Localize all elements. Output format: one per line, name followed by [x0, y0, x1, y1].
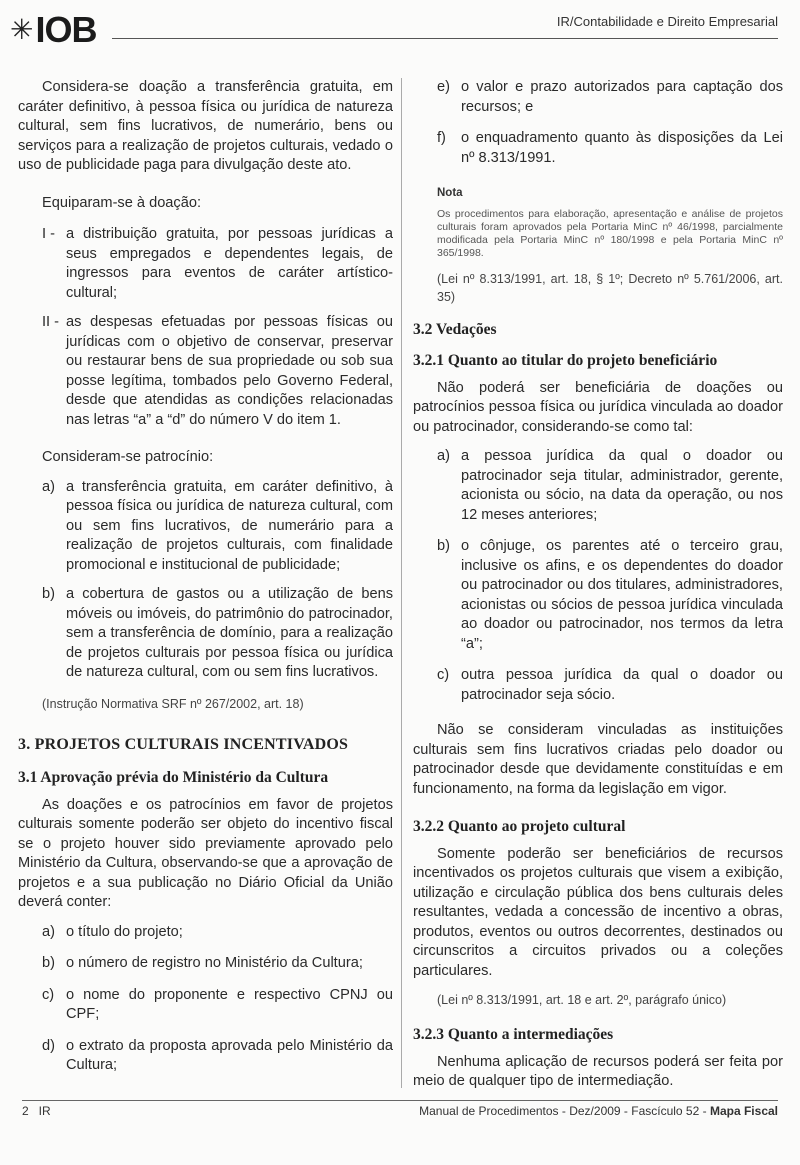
right-column — [413, 78, 783, 1092]
list-item — [42, 986, 393, 1025]
paragraph-aprovacao: As doações e os patrocínios em favor de projetos culturais somente poderão ser objeto do incentivo fiscal se o projeto houver sido previamente aprovado pelo Ministério da Cultura, observando-se que a aprovação de projetos e a sua publicação no Diário Oficial da União deverá conter: — [18, 796, 393, 910]
item-label: a) — [42, 923, 55, 940]
item-label: II - — [42, 314, 60, 330]
item-label: I - — [42, 226, 55, 242]
item-text: a transferência gratuita, em caráter definitivo, à pessoa física ou jurídica de natureza cultural, com ou sem fins lucrativos, de numerário para a realização de projetos culturais, com finalidade promocional e institucional de publicidade; — [66, 478, 393, 573]
header-title: IR/Contabilidade e Direito Empresarial — [556, 14, 778, 29]
paragraph-projeto-cultural: Somente poderão ser beneficiários de recursos incentivados os projetos culturais que visem a exibição, utilização e circulação pública dos bens culturais deles resultantes, vedada a concessão de incentivo a obras, produtos, eventos ou outros decorrentes, destinados ou circunscritos a circuitos privados ou a coleções particulares. — [413, 845, 783, 979]
section-title: 3. PROJETOS CULTURAIS INCENTIVADOS — [18, 735, 349, 753]
list-item — [42, 923, 393, 943]
page-header — [0, 0, 800, 60]
asterisk-star-icon: ✳ — [10, 14, 34, 45]
item-text: outra pessoa jurídica da qual o doador ou patrocinador seja sócio. — [461, 667, 783, 703]
footer-publication-title: Mapa Fiscal — [709, 1104, 778, 1118]
item-text: as despesas efetuadas por pessoas físicas ou jurídicas com o objetivo de conservar, preservar ou restaurar bens de sua propriedade ou sob sua posse legítima, tombados pelo Governo Federal, desde que atendidas as condições relacionadas nas letras “a” a “d” do número V do item 1. — [66, 314, 393, 428]
paragraph-doacao: Considera-se doação a transferência gratuita, em caráter definitivo, à pessoa física ou jurídica de natureza cultural, sem fins lucrativos, de numerário, bens ou serviços para a realização de projetos culturais, vedado o uso de publicidade paga para divulgação deste ato. — [18, 79, 393, 173]
subsection-title: 3.2 Vedações — [413, 320, 497, 338]
item-label: e) — [437, 79, 450, 95]
iob-logo — [10, 9, 97, 50]
item-label: b) — [42, 955, 55, 971]
subsection-title: 3.2.1 Quanto ao titular do projeto beneficiário — [413, 352, 718, 369]
item-text: o título do projeto; — [66, 923, 183, 940]
footer-publication — [419, 1104, 778, 1118]
paragraph-intermediacoes: Nenhuma aplicação de recursos poderá ser feita por meio de qualquer tipo de intermediação. — [413, 1053, 783, 1089]
item-text: o valor e prazo autorizados para captação dos recursos; e — [461, 79, 783, 115]
list-item — [42, 954, 393, 974]
page-footer — [0, 1092, 800, 1132]
patrocinio-list — [18, 478, 393, 683]
logo-text: IOB — [35, 9, 97, 50]
subsection-title: 3.2.2 Quanto ao projeto cultural — [413, 818, 626, 835]
paragraph-equiparam: Equiparam-se à doação: — [42, 194, 202, 211]
note-heading: Nota — [437, 187, 463, 199]
item-text: a distribuição gratuita, por pessoas jurídicas a seus empregados e dependentes legais, de ingressos para eventos de caráter artístico-cultural; — [66, 226, 393, 301]
list-item — [437, 78, 783, 117]
citation: (Lei nº 8.313/1991, art. 18, § 1º; Decreto nº 5.761/2006, art. 35) — [437, 271, 783, 304]
paragraph-vinculada: Não poderá ser beneficiária de doações ou patrocínios pessoa física ou jurídica vinculada ao doador ou patrocinador, considerando-se como tal: — [413, 379, 783, 435]
list-item — [42, 585, 393, 683]
aprovacao-list — [18, 923, 393, 1076]
item-label: b) — [437, 538, 450, 554]
list-item — [437, 537, 783, 654]
item-label: c) — [437, 667, 450, 683]
subsection-title: 3.2.3 Quanto a intermediações — [413, 1026, 614, 1043]
citation: (Instrução Normativa SRF nº 267/2002, art. 18) — [42, 696, 304, 711]
list-item — [42, 313, 393, 430]
note-body: Os procedimentos para elaboração, apresentação e análise de projetos culturais foram aprovados pela Portaria MinC nº 46/1998, parcialmente modificada pela Portaria MinC nº 180/1998 e pela Portaria MinC nº 365/1998. — [437, 207, 783, 259]
item-label: b) — [42, 586, 55, 602]
item-text: o extrato da proposta aprovada pelo Ministério da Cultura; — [66, 1037, 393, 1073]
paragraph-patrocinio: Consideram-se patrocínio: — [42, 449, 214, 465]
footer-publication-text: Manual de Procedimentos - Dez/2009 - Fascículo 52 - — [419, 1104, 707, 1118]
list-item — [42, 225, 393, 303]
item-text: o nome do proponente e respectivo CPNJ ou CPF; — [66, 986, 393, 1022]
list-item — [437, 129, 783, 168]
column-divider — [401, 78, 402, 1088]
list-item — [437, 447, 783, 525]
aprovacao-list-continued — [413, 78, 783, 168]
item-text: o enquadramento quanto às disposições da Lei nº 8.313/1991. — [461, 130, 783, 166]
item-label: c) — [42, 986, 55, 1003]
item-label: a) — [42, 478, 55, 495]
left-column — [18, 78, 393, 1076]
citation: (Lei nº 8.313/1991, art. 18 e art. 2º, parágrafo único) — [437, 993, 727, 1007]
list-item — [42, 478, 393, 576]
paragraph-nao-vinculadas: Não se consideram vinculadas as instituições culturais sem fins lucrativos criadas pelo doador ou patrocinador desde que devidamente constituídas e em funcionamento, na forma da legislação em vigor. — [413, 722, 783, 797]
item-text: a cobertura de gastos ou a utilização de bens móveis ou imóveis, do patrimônio do patrocinador, sem a transferência de domínio, para a realização de projetos culturais por pessoa física ou jurídica de natureza cultural, com ou sem fins lucrativos. — [66, 586, 393, 680]
item-label: a) — [437, 448, 450, 464]
list-item — [42, 1037, 393, 1076]
subsection-title: 3.1 Aprovação prévia do Ministério da Cultura — [18, 769, 329, 786]
item-label: d) — [42, 1037, 55, 1054]
item-text: o cônjuge, os parentes até o terceiro grau, inclusive os afins, e os dependentes do doador ou patrocinador ou dos titulares, administradores, acionistas ou sócios de pessoa jurídica vinculada ao doador ou patrocinador, nos termos da letra “a”; — [461, 538, 783, 652]
item-text: o número de registro no Ministério da Cultura; — [66, 955, 363, 971]
footer-rule — [22, 1100, 778, 1101]
header-rule — [112, 38, 778, 39]
vinculada-list — [413, 447, 783, 705]
list-item — [437, 666, 783, 705]
page-number: 2 IR — [22, 1104, 51, 1118]
roman-list — [18, 225, 393, 430]
item-label: f) — [437, 130, 446, 146]
item-text: a pessoa jurídica da qual o doador ou patrocinador seja titular, administrador, gerente, acionista ou sócio, na data da operação, ou nos 12 meses anteriores; — [461, 448, 783, 523]
